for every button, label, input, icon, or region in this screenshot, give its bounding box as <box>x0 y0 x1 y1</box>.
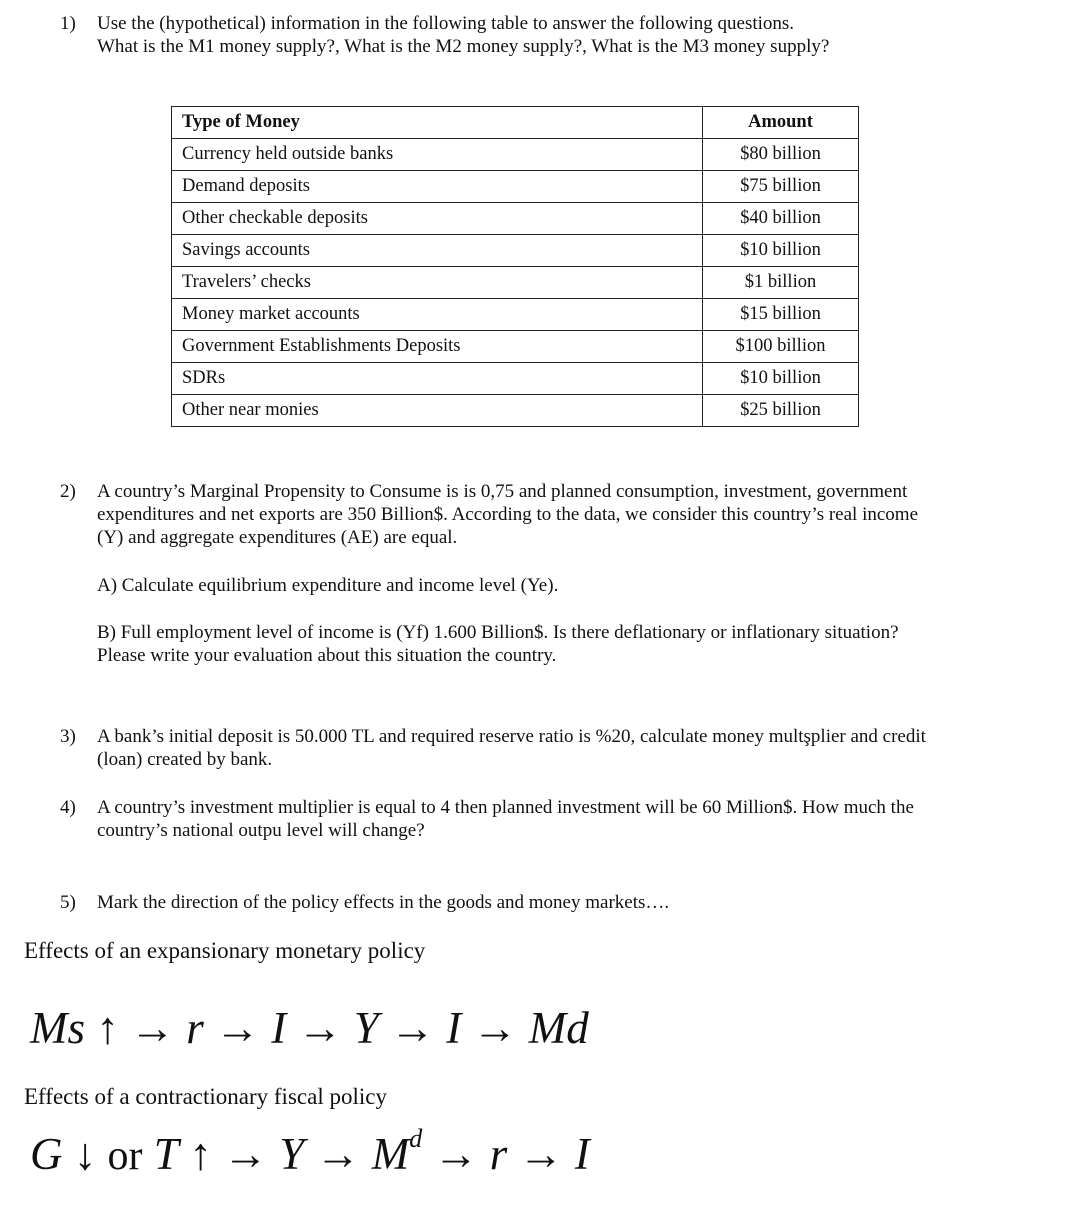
money-amount: $25 billion <box>703 395 859 427</box>
table-row <box>172 235 859 267</box>
table-row <box>172 267 859 299</box>
table-row <box>172 203 859 235</box>
question-number: 3) <box>60 726 76 747</box>
question-text: Use the (hypothetical) information in the following table to answer the following questions. <box>97 13 795 34</box>
money-table <box>171 106 859 427</box>
question-text: Mark the direction of the policy effects in the goods and money markets…. <box>97 892 670 913</box>
formula-chain: → Y → M <box>222 1129 410 1179</box>
question-2b <box>97 621 899 667</box>
money-type: Travelers’ checks <box>172 267 703 299</box>
money-type: Money market accounts <box>172 299 703 331</box>
question-text: A country’s investment multiplier is equal to 4 then planned investment will be 60 Million$. How much the <box>97 797 914 818</box>
money-amount: $10 billion <box>703 235 859 267</box>
question-2a: A) Calculate equilibrium expenditure and income level (Ye). <box>97 575 559 596</box>
formula-superscript: d <box>409 1124 423 1153</box>
table-row <box>172 331 859 363</box>
down-arrow-icon: ↓ <box>73 1129 97 1179</box>
formula-g: G <box>30 1129 63 1179</box>
question-text: Please write your evaluation about this situation the country. <box>97 645 557 666</box>
money-amount: $15 billion <box>703 299 859 331</box>
money-type: Savings accounts <box>172 235 703 267</box>
formula-or: or <box>107 1133 143 1179</box>
table-row <box>172 395 859 427</box>
up-arrow-icon: ↑ <box>189 1129 212 1179</box>
table-row <box>172 299 859 331</box>
question-text: expenditures and net exports are 350 Billion$. According to the data, we consider this country’s real income <box>97 504 918 525</box>
monetary-policy-formula <box>30 1002 589 1054</box>
money-amount: $10 billion <box>703 363 859 395</box>
question-text: country’s national outpu level will change? <box>97 820 425 841</box>
question-text: (loan) created by bank. <box>97 749 273 770</box>
money-type: Currency held outside banks <box>172 139 703 171</box>
header-amount: Amount <box>703 107 859 139</box>
table-header-row <box>172 107 859 139</box>
formula-t: T <box>153 1129 178 1179</box>
fiscal-policy-formula <box>30 1124 590 1180</box>
question-number: 5) <box>60 892 76 913</box>
money-type: Other checkable deposits <box>172 203 703 235</box>
money-type: Government Establishments Deposits <box>172 331 703 363</box>
up-arrow-icon: ↑ <box>96 1003 119 1053</box>
question-text: B) Full employment level of income is (Yf) 1.600 Billion$. Is there deflationary or inflationary situation? <box>97 622 899 643</box>
money-amount: $75 billion <box>703 171 859 203</box>
money-amount: $80 billion <box>703 139 859 171</box>
formula-chain: → r → I → Y → I → Md <box>130 1003 589 1053</box>
money-amount: $40 billion <box>703 203 859 235</box>
table-row <box>172 171 859 203</box>
question-text: (Y) and aggregate expenditures (AE) are equal. <box>97 527 458 548</box>
money-type: Other near monies <box>172 395 703 427</box>
money-type: SDRs <box>172 363 703 395</box>
header-type: Type of Money <box>172 107 703 139</box>
formula-chain-end: → r → I <box>433 1129 590 1179</box>
question-text: What is the M1 money supply?, What is the M2 money supply?, What is the M3 money supply? <box>97 36 830 57</box>
money-amount: $100 billion <box>703 331 859 363</box>
monetary-policy-heading: Effects of an expansionary monetary policy <box>24 938 426 963</box>
money-amount: $1 billion <box>703 267 859 299</box>
money-type: Demand deposits <box>172 171 703 203</box>
fiscal-policy-heading: Effects of a contractionary fiscal policy <box>24 1084 387 1109</box>
question-number: 2) <box>60 481 76 502</box>
question-text: A country’s Marginal Propensity to Consume is is 0,75 and planned consumption, investment, government <box>97 481 908 502</box>
table-row <box>172 363 859 395</box>
table-row <box>172 139 859 171</box>
question-number: 4) <box>60 797 76 818</box>
question-number: 1) <box>60 13 76 34</box>
question-text: A bank’s initial deposit is 50.000 TL and required reserve ratio is %20, calculate money multşplier and credit <box>97 726 926 747</box>
formula-ms: Ms <box>30 1003 85 1053</box>
